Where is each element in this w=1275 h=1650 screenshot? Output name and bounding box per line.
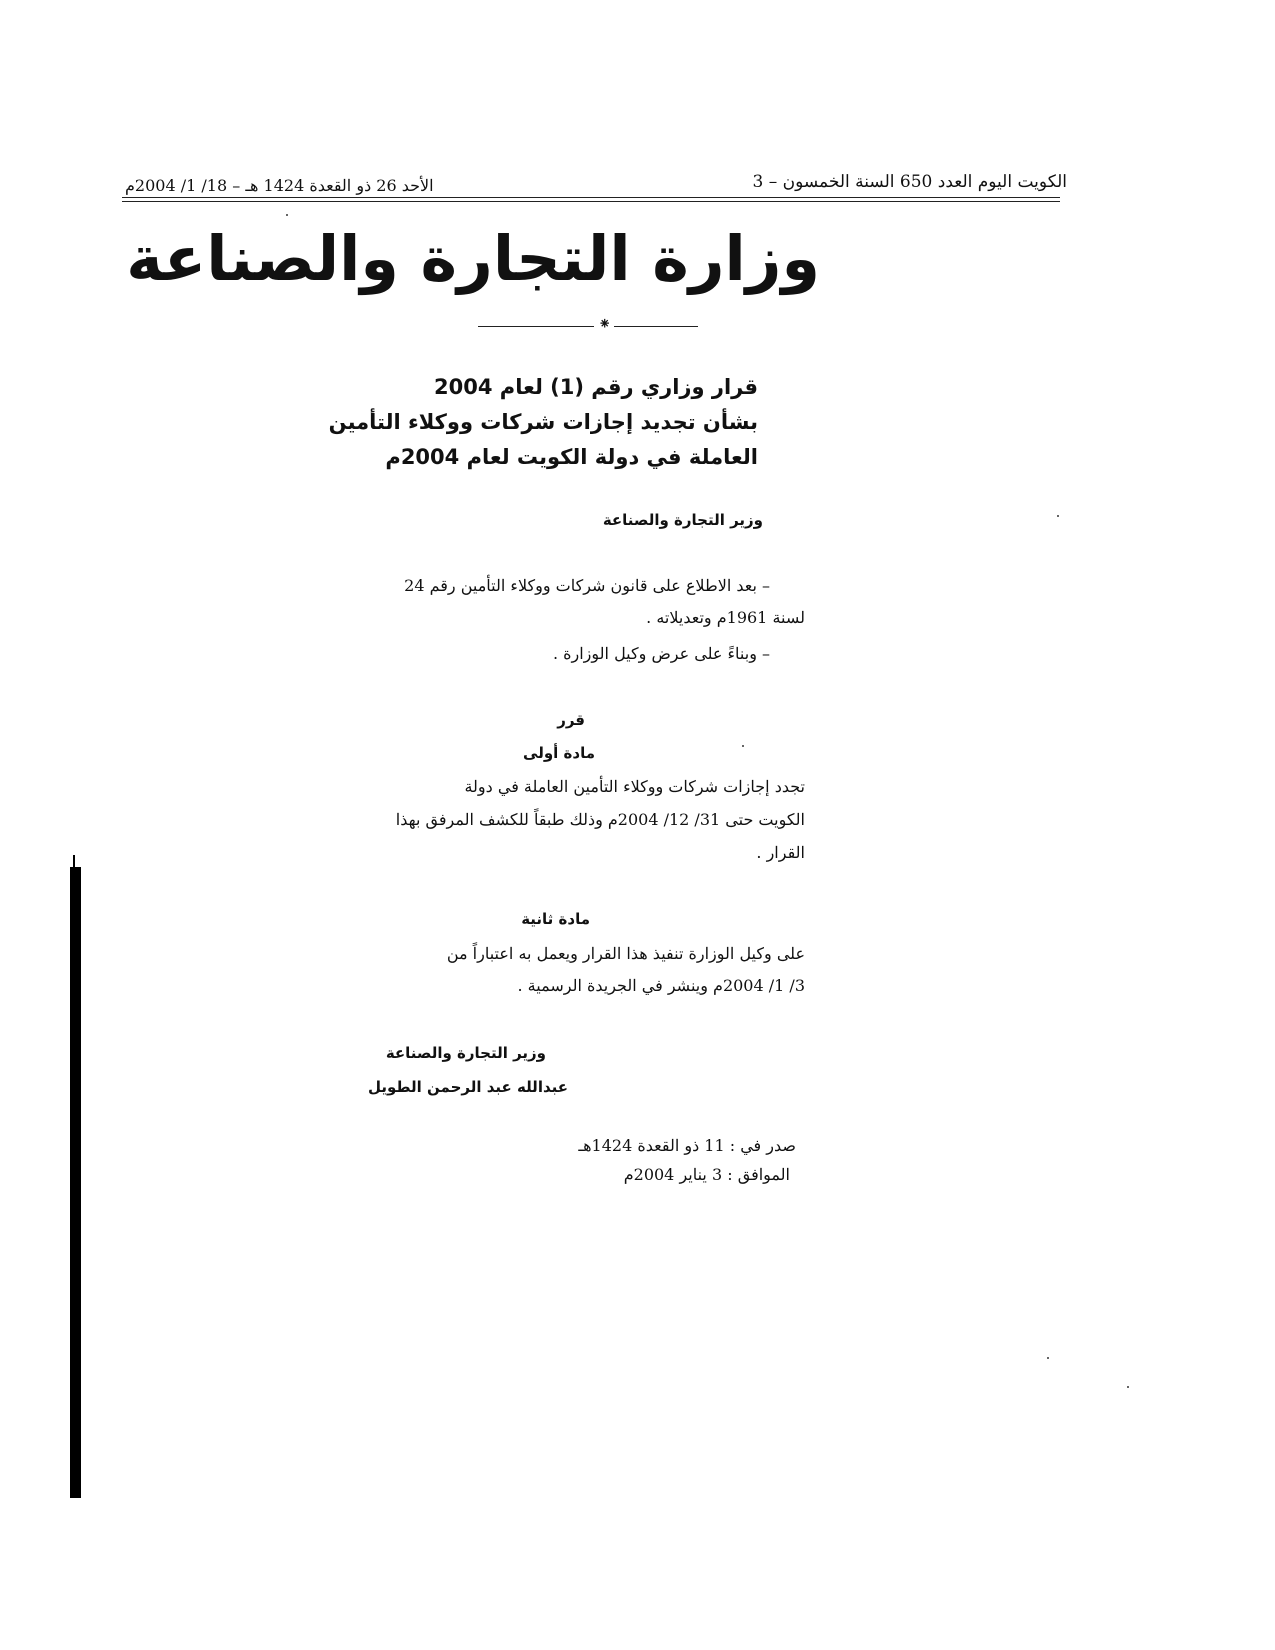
preamble-line: لسنة 1961م وتعديلاته . — [646, 608, 805, 627]
banner-rule-right — [614, 326, 698, 327]
header-rule-top — [122, 197, 1060, 198]
article-2-heading: مادة ثانية — [521, 910, 590, 928]
signatory-name: عبدالله عبد الرحمن الطويل — [367, 1078, 568, 1096]
scan-artifact-tick — [73, 855, 75, 867]
decided-heading: قرر — [557, 711, 585, 729]
decision-title: قرار وزاري رقم (1) لعام 2004 — [434, 375, 758, 399]
scan-speck — [1057, 515, 1059, 517]
article-2-line: 3/ 1/ 2004م وينشر في الجريدة الرسمية . — [517, 976, 805, 995]
issued-date: صدر في : 11 ذو القعدة 1424هـ — [578, 1136, 796, 1155]
article-1-line: تجدد إجازات شركات ووكلاء التأمين العاملة في دولة — [464, 777, 805, 796]
decision-subject-cont: العاملة في دولة الكويت لعام 2004م — [385, 445, 758, 469]
scan-artifact-bar — [70, 867, 81, 1498]
issuer-title: وزير التجارة والصناعة — [602, 511, 763, 529]
scan-speck — [742, 745, 744, 747]
gazette-issue-info: الكويت اليوم العدد 650 السنة الخمسون – 3 — [752, 172, 1067, 192]
ministry-banner: وزارة التجارة والصناعة — [126, 222, 820, 295]
article-1-line: الكويت حتى 31/ 12/ 2004م وذلك طبقاً للكشف المرفق بهذا — [395, 810, 805, 829]
scan-speck — [286, 214, 288, 216]
banner-rule-left — [478, 326, 594, 327]
article-2-line: على وكيل الوزارة تنفيذ هذا القرار ويعمل به اعتباراً من — [446, 944, 805, 963]
preamble-line: – وبناءً على عرض وكيل الوزارة . — [552, 644, 770, 663]
gazette-date: الأحد 26 ذو القعدة 1424 هـ – 18/ 1/ 2004م — [125, 176, 434, 195]
header-rule-bottom — [122, 201, 1060, 202]
scan-speck — [1047, 1357, 1049, 1359]
scan-speck — [1127, 1386, 1129, 1388]
article-1-heading: مادة أولى — [523, 744, 595, 762]
banner-ornament: ⁕ — [598, 314, 612, 333]
corresponding-date: الموافق : 3 يناير 2004م — [623, 1165, 790, 1184]
article-1-line: القرار . — [756, 843, 805, 862]
signatory-title: وزير التجارة والصناعة — [385, 1044, 546, 1062]
decision-subject: بشأن تجديد إجازات شركات ووكلاء التأمين — [328, 410, 758, 434]
preamble-line: – بعد الاطلاع على قانون شركات ووكلاء التأمين رقم 24 — [404, 576, 770, 595]
